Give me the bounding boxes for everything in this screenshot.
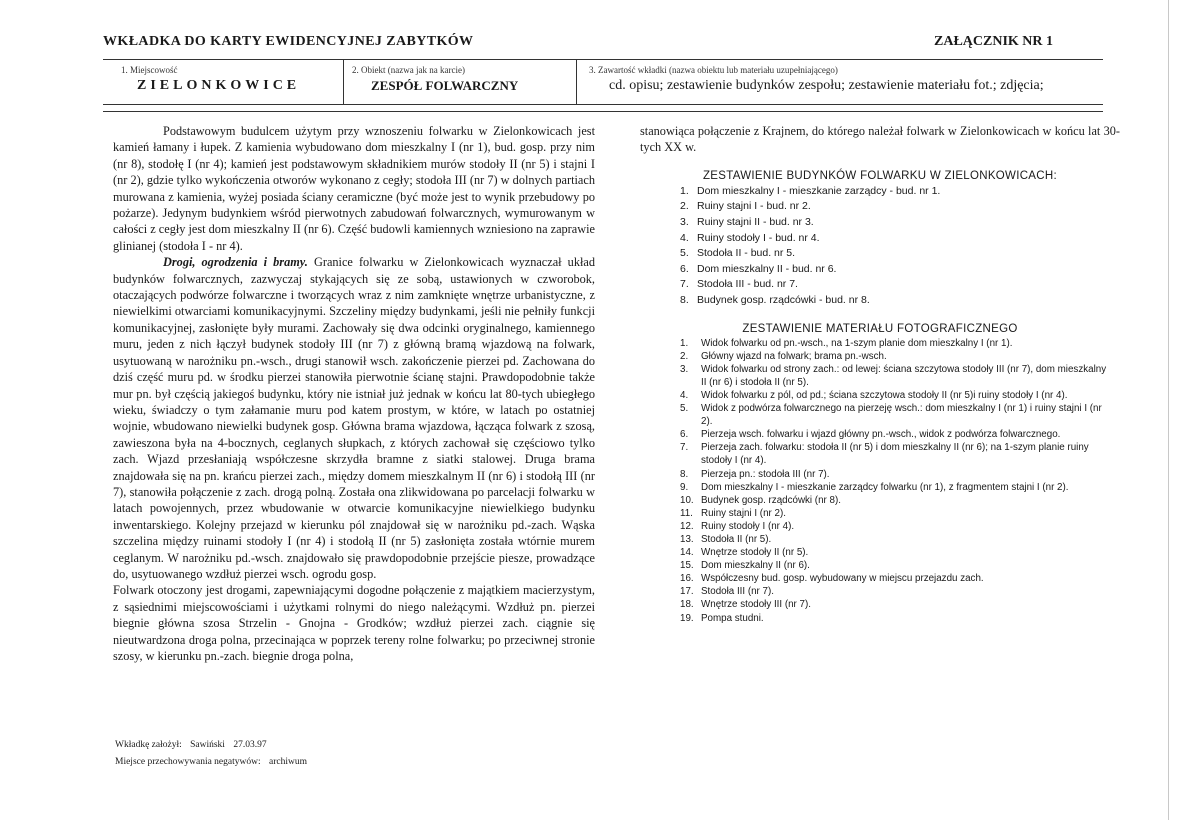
- photo-list-item-text: Wnętrze stodoły II (nr 5).: [701, 547, 809, 559]
- building-list-item: [680, 215, 1120, 231]
- building-list-item: [680, 184, 1120, 200]
- building-list-item-text: Dom mieszkalny I - mieszkanie zarządcy - bud. nr 1.: [697, 184, 941, 197]
- header-divider: [103, 111, 1103, 112]
- footer-storage-value: archiwum: [269, 757, 307, 767]
- photo-list-item-text: Budynek gosp. rządcówki (nr 8).: [701, 494, 841, 506]
- photo-list-item-text: Widok folwarku od pn.-wsch., na 1-szym planie dom mieszkalny I (nr 1).: [701, 337, 1013, 349]
- building-list-item-text: Ruiny stajni II - bud. nr 3.: [697, 216, 814, 228]
- photo-list-item-number: 19.: [680, 612, 694, 624]
- building-list-item-text: Ruiny stodoły I - bud. nr 4.: [697, 231, 820, 244]
- building-list-item-number: 6.: [680, 262, 689, 275]
- paragraph-surroundings: Folwark otoczony jest drogami, zapewniającymi dogodne połączenie z majątkiem macierzystym, z sąsiednimi miejscowościami i użytkami rolnymi do niego należącymi. Wzdłuż pn. pierzei biegnie główna szosa Strzelin - Gnojna - Grodków; wzdłuż pierzei zach. ciągnie się nieutwardzona droga polna, przecinająca w poprzek tereny rolne folwarku; po przeciwnej stronie szosy, w kierunku pn.-zach. biegnie droga polna,: [113, 583, 595, 663]
- paragraph-roads-text: Granice folwarku w Zielonkowicach wyznaczał układ budynków folwarcznych, zazwyczaj stykających się ze sobą, ustawionych w czworobok, otaczających podwórze folwarczne i tworzących wraz z nim zamknięte wnętrze urbanistyczne, z niewielkimi otwarciami komunikacyjnymi. Szczeliny między budynkami, jeśli nie pełniły funkcji komunikacyjnej, zasłonięte były murami. Zachowały się dwa odcinki oryginalnego, kamiennego muru, jeden z nich łączył budynek stodoły III (nr 7) z główną bramą wjazdową na folwark, usytuowaną w narożniku pn.-wsch., drugi stanowił wsch. zakończenie pierzei pd. Zachowana do dziś część muru pd. w środku pierzei stanowiła pierwotnie ścianę stajni. Prawdopodobnie także mur pn. był częścią jakiegoś budynku, który nie istniał już jednak w końcu lat 80-tych ubiegłego wieku, świadczy o tym załamanie muru pod katem prostym, w które, w latach po ostatniej wojnie, wbudowano niewielki budynek gosp. Główna brama wjazdowa, łącząca folwark z szosą, zawieszona była na 4-bocznych, ceglanych słupkach, z których zachował się częściowo tylko zach. Wjazd przesłaniają współczesne skrzydła bramne z siatki stalowej. Druga brama znajdowała się na pn. krańcu pierzei zach., między domem mieszkalnym II (nr 6) i stodołą III (nr 7), stanowiła połączenie z zach. drogą polną. Została ona zlikwidowana po parcelacji folwarku w latach powojennych, przez wbudowanie w otwarcie komunikacyjne niewielkiego budynku inwentarskiego. Kolejny przejazd w kierunku pól znajdował się w narożniku pd.-zach. Wąska szczelina między ruinami stodoły I (nr 4) i stodołą II (nr 5) zasłonięta została wtórnie murem ceglanym. W narożniku pd.-wsch. znajdowało się prawdopodobnie przejście piesze, prowadzące do, usytuowanego wzdłuż pierzei wsch. ogrodu gosp.: [113, 255, 595, 581]
- photo-list-item: [680, 585, 1120, 598]
- photo-list-item: [680, 494, 1120, 507]
- building-list-item-number: 4.: [680, 231, 689, 244]
- building-list-item: [680, 231, 1120, 247]
- photo-list-item: [680, 612, 1120, 625]
- photo-list-item-number: 5.: [680, 403, 689, 415]
- footer-author-label: Wkładkę założył:: [115, 740, 182, 750]
- photo-list-item-number: 7.: [680, 442, 689, 454]
- field-locality: [103, 60, 343, 104]
- document-title: WKŁADKA DO KARTY EWIDENCYJNEJ ZABYTKÓW: [103, 34, 474, 49]
- photo-list-item-text: Stodoła III (nr 7).: [701, 586, 774, 598]
- photo-list-item-number: 14.: [680, 547, 694, 559]
- photo-list-item-number: 4.: [680, 389, 689, 401]
- attachment-label: ZAŁĄCZNIK NR 1: [934, 34, 1054, 49]
- paragraph-continuation: stanowiąca połączenie z Krajnem, do którego należał folwark w Zielonkowicach w końcu lat 30-tych XX w.: [640, 124, 1120, 155]
- photo-list-item: [680, 363, 1120, 389]
- building-list-item-text: Budynek gosp. rządcówki - bud. nr 8.: [697, 293, 870, 306]
- buildings-heading: ZESTAWIENIE BUDYNKÓW FOLWARKU W ZIELONKOWICACH:: [702, 169, 1057, 182]
- photo-list-item-number: 17.: [680, 586, 694, 598]
- photo-list-item-text: Pompa studni.: [701, 612, 764, 624]
- photo-list-item: [680, 598, 1120, 611]
- building-list-item-text: Stodoła II - bud. nr 5.: [697, 247, 796, 260]
- footer-author-name: Sawiński: [190, 740, 225, 750]
- footer-author: [115, 740, 273, 750]
- photo-list-item-text: Ruiny stajni I (nr 2).: [701, 507, 786, 519]
- photo-list-item-number: 2.: [680, 350, 689, 362]
- photo-list-item-text: Stodoła II (nr 5).: [701, 533, 772, 545]
- paragraph-roads-heading: Drogi, ogrodzenia i bramy.: [163, 255, 308, 270]
- building-list-item-text: Ruiny stajni I - bud. nr 2.: [697, 200, 811, 213]
- building-list-item-number: 1.: [680, 184, 689, 197]
- photo-list-item-number: 8.: [680, 468, 689, 480]
- paragraph-materials: Podstawowym budulcem użytym przy wznoszeniu folwarku w Zielonkowicach jest kamień łamany i łupek. Z kamienia wybudowano dom mieszkalny I (nr 1), bud. gosp. przy nim (nr 8), stodołę I (nr 4); kamień jest podstawowym składnikiem murów stodoły II (nr 5) i stajni I (nr 2), gdzie tylko wykończenia otworów wykonano z cegły; stodoła III (nr 7) w dolnych partiach murowana z kamienia, wyżej posiada ściany ceramiczne (być może jest to wynik przebudowy po pożarze). Jedynym budynkiem wśród pierwotnych zabudowań folwarcznych, wymurowanym w całości z cegły jest dom mieszkalny II (nr 6). Część budowli kamiennych wzniesiono na zaprawie glinianej (stodoła I - nr 4).: [113, 124, 595, 253]
- building-list-item: [680, 199, 1120, 215]
- photo-list-item-text: Główny wjazd na folwark; brama pn.-wsch.: [701, 350, 887, 362]
- photo-list-item: [680, 546, 1120, 559]
- photo-list-item-text: Pierzeja wsch. folwarku i wjazd główny pn.-wsch., widok z podwórza folwarcznego.: [701, 429, 1061, 441]
- building-list-item-number: 7.: [680, 278, 689, 291]
- photo-list-item: [680, 520, 1120, 533]
- field-contents-value: cd. opisu; zestawienie budynków zespołu; zestawienie materiału fot.; zdjęcia;: [609, 78, 1044, 93]
- photo-list-item-number: 18.: [680, 599, 694, 611]
- photo-list-item: [680, 533, 1120, 546]
- building-list-item-number: 5.: [680, 247, 689, 260]
- field-object-value: ZESPÓŁ FOLWARCZNY: [371, 78, 519, 93]
- photo-list-item-number: 1.: [680, 337, 689, 349]
- field-locality-value: ZIELONKOWICE: [137, 78, 301, 93]
- photo-list-item-text: Pierzeja zach. folwarku: stodoła II (nr 5) i dom mieszkalny II (nr 6); na 1-szym planie ruiny stodoły I (nr 4).: [701, 442, 1089, 467]
- photo-list-item: [680, 468, 1120, 481]
- photo-list-item-text: Dom mieszkalny II (nr 6).: [701, 560, 810, 572]
- photo-list-item-number: 6.: [680, 429, 689, 441]
- photo-list-item-text: Pierzeja pn.: stodoła III (nr 7).: [701, 468, 830, 480]
- field-contents-label: 3. Zawartość wkładki (nazwa obiektu lub materiału uzupełniającego): [589, 65, 838, 75]
- photo-list-item-text: Widok folwarku od strony zach.: od lewej: ściana szczytowa stodoły III (nr 7), dom mieszkalny II (nr 6) i stodoła II (nr 5).: [701, 363, 1107, 388]
- photo-list-item-text: Wnętrze stodoły III (nr 7).: [701, 599, 811, 611]
- photo-list-item: [680, 507, 1120, 520]
- footer-storage-label: Miejsce przechowywania negatywów:: [115, 757, 261, 767]
- building-list-item-number: 8.: [680, 293, 689, 306]
- photo-list-item: [680, 389, 1120, 402]
- photo-list-item-number: 11.: [680, 507, 693, 519]
- field-locality-label: 1. Miejscowość: [121, 65, 178, 75]
- building-list-item: [680, 277, 1120, 293]
- photo-list-item-number: 16.: [680, 573, 694, 585]
- photo-list-item-text: Widok z podwórza folwarcznego na pierzeję wsch.: dom mieszkalny I (nr 1) i ruiny stajni I (nr 2).: [701, 403, 1102, 428]
- photo-list-item-text: Widok folwarku z pól, od pd.; ściana szczytowa stodoły II (nr 5)i ruiny stodoły I (nr 4).: [701, 389, 1068, 401]
- photo-list-item-number: 3.: [680, 363, 689, 375]
- photo-list-item-number: 15.: [680, 560, 694, 572]
- buildings-list: [680, 184, 1120, 309]
- photos-heading: ZESTAWIENIE MATERIAŁU FOTOGRAFICZNEGO: [742, 322, 1018, 335]
- photos-list: [680, 337, 1120, 625]
- scan-edge-line: [1168, 0, 1169, 820]
- photo-list-item: [680, 572, 1120, 585]
- photo-list-item-text: Współczesny bud. gosp. wybudowany w miejscu przejazdu zach.: [701, 573, 984, 585]
- photo-list-item-number: 12.: [680, 520, 694, 532]
- building-list-item: [680, 293, 1120, 309]
- field-object-label: 2. Obiekt (nazwa jak na karcie): [352, 65, 465, 75]
- photo-list-item-text: Dom mieszkalny I - mieszkanie zarządcy folwarku (nr 1), z fragmentem stajni I (nr 2).: [701, 481, 1069, 493]
- photo-list-item: [680, 402, 1120, 428]
- photo-list-item: [680, 428, 1120, 441]
- left-column: [113, 123, 595, 664]
- building-list-item: [680, 262, 1120, 278]
- field-object: [343, 60, 576, 104]
- building-list-item-number: 3.: [680, 216, 689, 228]
- footer-date: 27.03.97: [233, 740, 267, 750]
- photo-list-item-number: 13.: [680, 533, 694, 545]
- photo-list-item: [680, 350, 1120, 363]
- photo-list-item-number: 10.: [680, 494, 694, 506]
- photo-list-item: [680, 481, 1120, 494]
- paragraph-roads: [113, 254, 595, 582]
- building-list-item-text: Stodoła III - bud. nr 7.: [697, 278, 798, 291]
- field-contents: [576, 60, 1103, 104]
- right-column: [640, 123, 1120, 625]
- photo-list-item: [680, 559, 1120, 572]
- photo-list-item-number: 9.: [680, 481, 689, 493]
- photo-list-item-text: Ruiny stodoły I (nr 4).: [701, 520, 795, 532]
- building-list-item-text: Dom mieszkalny II - bud. nr 6.: [697, 262, 837, 275]
- photo-list-item: [680, 441, 1120, 467]
- photo-list-item: [680, 337, 1120, 350]
- building-list-item: [680, 246, 1120, 262]
- header-fields-table: [103, 59, 1103, 105]
- footer-storage: [115, 757, 313, 767]
- building-list-item-number: 2.: [680, 200, 689, 213]
